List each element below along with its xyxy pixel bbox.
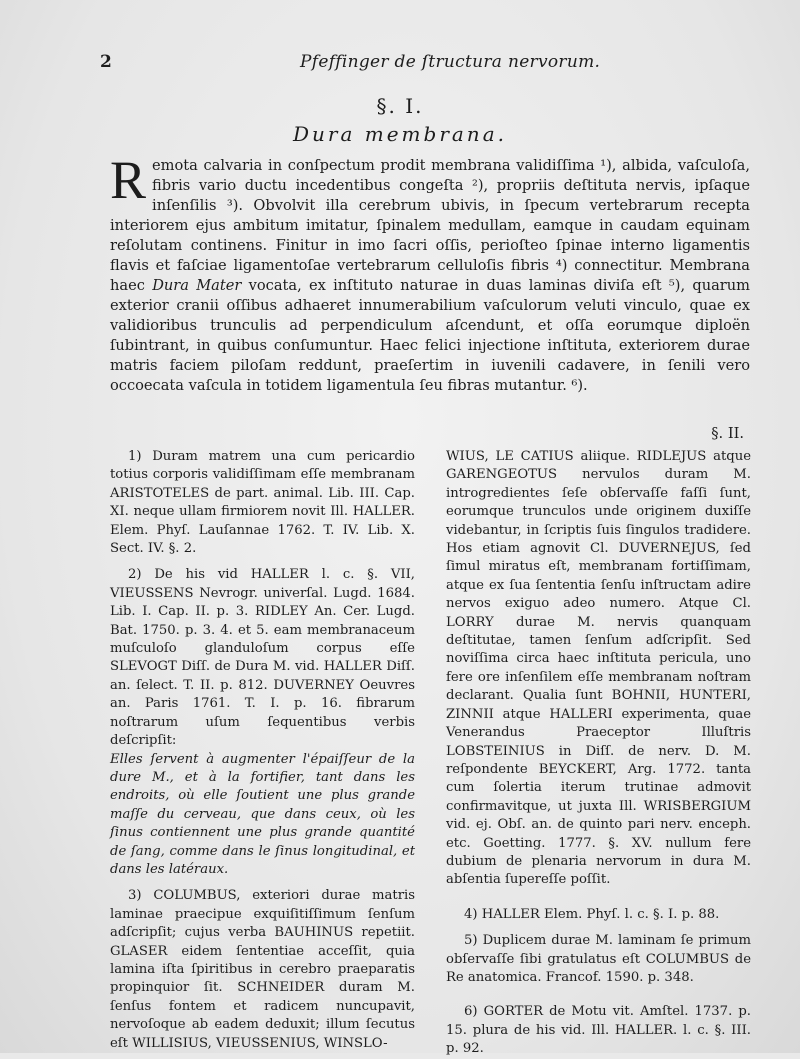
main-text-part-1: emota calvaria in conſpectum prodit membrana validiſſima ¹), albida, vaſculoſa, fibris vario ductu incedentibus congeſta ²), propriis deſtituta nervis, ipſaque inſenſilis ³). Obvolvit illa cerebrum ubivis, in ſpecum vertebrarum recepta interiorem ejus ambitum imitatur, ſpinalem medullam, eamque in caudam equinam reſolutam continens. Finitur in imo ſacri oſſis, perioſteo ſpinae interno ligamentis flavis et faſciae ligamentoſae vertebrarum celluloſis fibris ⁴) connectitur. Membrana haec [110, 157, 750, 294]
footnotes-left-column [110, 448, 415, 1053]
footnote-1: 1) Duram matrem una cum pericardio totius corporis validiſſimam eſſe membranam ARISTOTELES de part. animal. Lib. III. Cap. XI. neque ullam firmiorem novit Ill. HALLER. Elem. Phyſ. Lauſannae 1762. T. IV. Lib. X. Sect. IV. §. 2. [110, 449, 415, 557]
footnote-5: 5) Duplicem durae M. laminam ſe primum obſervaſſe ſibi gratulatus eſt COLUMBUS de Re anatomica. Francof. 1590. p. 348. [446, 933, 751, 985]
main-paragraph [110, 150, 751, 396]
section-title: Dura membrana. [293, 122, 507, 146]
main-text-part-2: vocata, ex inſtituto naturae in duas laminas diviſa eſt ⁵), quarum exterior cranii oſſibus adhaeret innumerabilium vaſculorum veluti vinculo, quae ex validioribus trunculis ad perpendiculum aſcendunt, et oſſa eorumque diploën ſubintrant, in quibus conſumuntur. Haec felici injectione inſtituta, exteriorem durae matris faciem piloſam reddunt, praeſertim in iuvenili cadavere, in ſenili vero occoecata vaſcula in totidem ligamentula ſeu fibras mutantur. ⁶). [110, 277, 751, 394]
footnote-3: 3) COLUMBUS, exteriori durae matris laminae praecipue exquiſitiſſimum ſenſum adſcripſit; cujus verba BAUHINUS repetiit. GLASER eidem ſententiae acceſſit, quia lamina iſta ſpiritibus in cerebro praeparatis propinquior ſit. SCHNEIDER duram M. ſenſus fontem et radicem nuncupavit, nervoſoque ab eadem deduxit; illum ſecutus eſt WILLISIUS, VIEUSSENIUS, WINSLO- [110, 888, 415, 1051]
catchword: §. II. [711, 425, 744, 442]
footnote-2-quote: Elles ſervent à augmenter l'épaiſſeur de la dure M., et à la fortifier, tant dans les endroits, où elle ſoutient une plus grande maſſe du cerveau, que dans ceux, où les ſinus contiennent une plus grande quantité de ſang, comme dans le ſinus longitudinal, et dans les latéraux. [110, 751, 415, 877]
section-mark: §. I. [376, 94, 424, 118]
footnotes-right-column [446, 448, 751, 1059]
page-header [100, 52, 750, 76]
running-head: Pfeffinger de ſtructura nervorum. [300, 52, 601, 72]
footnote-6: 6) GORTER de Motu vit. Amſtel. 1737. p. 15. plura de his vid. Ill. HALLER. l. c. §. III. p. 92. [446, 1004, 751, 1057]
page-number: 2 [100, 52, 112, 72]
footnote-2: 2) De his vid HALLER l. c. §. VII, VIEUSSENS Nevrogr. univerſal. Lugd. 1684. Lib. I. Cap. II. p. 3. RIDLEY An. Cer. Lugd. Bat. 1750. p. 3. 4. et 5. eam membranaceum muſculoſo glanduloſum corpus eſſe SLEVOGT Diſſ. de Dura M. vid. HALLER Diſſ. an. ſelect. T. II. p. 812. DUVERNEY Oeuvres an. Paris 1761. T. I. p. 16. fibrarum noſtrarum uſum ſequentibus verbis deſcripſit: [110, 567, 415, 749]
footnote-4: 4) HALLER Elem. Phyſ. l. c. §. I. p. 88. [464, 906, 720, 922]
main-text-italic: Dura Mater [152, 277, 242, 294]
drop-cap: R [110, 150, 147, 210]
footnote-3-continued: WIUS, LE CATIUS aliique. RIDLEJUS atque GARENGEOTUS nervulos duram M. introgredientes ſeſe obſervaſſe faſſi ſunt, eorumque trunculos unde originem duxiſſe videbantur, in ſcriptis ſuis ſingulos tradidere. Hos etiam agnovit Cl. DUVERNEJUS, ſed ſimul miratus eſt, membranam fortiſſimam, atque ex ſua ſententia ſenſu inſtructam adire nervos exiguo adeo numero. Atque Cl. LORRY durae M. nervis quanquam deſtitutae, tamen ſenſum adſcripſit. Sed noviſſima circa haec inſtituta pericula, uno fere ore inſenſilem eſſe membranam noſtram declarant. Qualia ſunt BOHNII, HUNTERI, ZINNII atque HALLERI experimenta, quae Venerandus Praeceptor Illuſtris LOBSTEINIUS in Diſſ. de nerv. D. M. reſpondente BEYCKERT, Arg. 1772. tanta cum ſolertia iterum trutinae admovit confirmavitque, ut juxta Ill. WRISBERGIUM vid. ej. Obſ. an. de quinto pari nerv. enceph. etc. Goetting. 1777. §. XV. nullum fere dubium de plenaria nervorum in dura M. abſentia ſupereſſe poſſit. [446, 449, 751, 888]
